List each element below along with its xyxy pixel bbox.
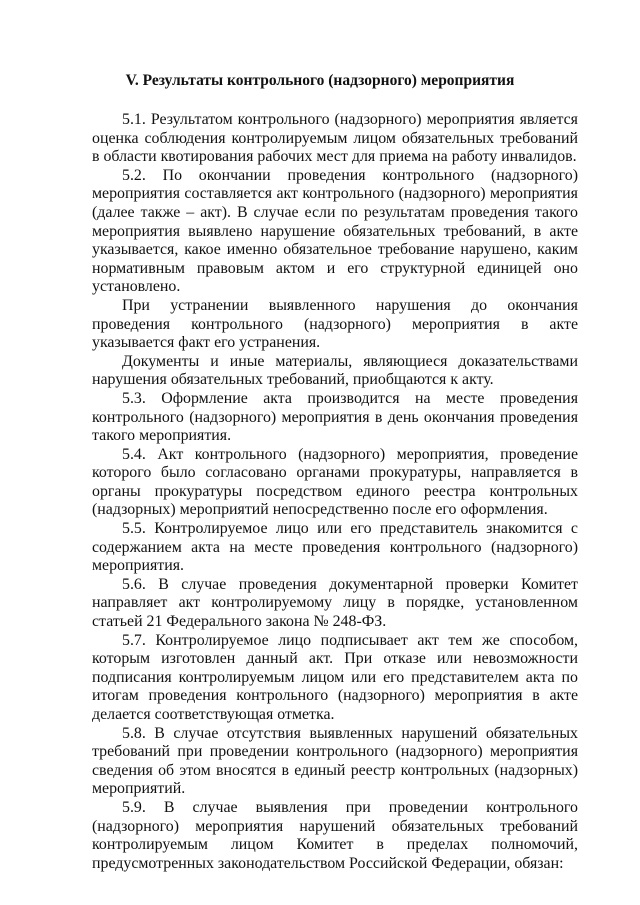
paragraph-5-3: 5.3. Оформление акта производится на месте проведения контрольного (надзорного) мероприятия в день окончания проведения такого мероприятия. bbox=[92, 389, 578, 445]
document-body bbox=[92, 111, 578, 873]
paragraph-5-2: 5.2. По окончании проведения контрольного (надзорного) мероприятия составляется акт контрольного (надзорного) мероприятия (далее также – акт). В случае если по результатам проведения такого мероприятия выявлено нарушение обязательных требований, в акте указывается, какое именно обязательное требование нарушено, каким нормативным правовым актом и его структурной единицей оно установлено. bbox=[92, 166, 578, 296]
paragraph-5-1: 5.1. Результатом контрольного (надзорного) мероприятия является оценка соблюдения контролируемым лицом обязательных требований в области квотирования рабочих мест для приема на работу инвалидов. bbox=[92, 111, 578, 166]
paragraph-violation-elimination: При устранении выявленного нарушения до окончания проведения контрольного (надзорного) мероприятия в акте указывается факт его устранения. bbox=[92, 296, 578, 352]
paragraph-5-7: 5.7. Контролируемое лицо подписывает акт тем же способом, которым изготовлен данный акт. При отказе или невозможности подписания контролируемым лицом или его представителем акта по итогам проведения контрольного (надзорного) мероприятия в акте делается соответствующая отметка. bbox=[92, 631, 578, 723]
paragraph-5-4: 5.4. Акт контрольного (надзорного) мероприятия, проведение которого было согласовано органами прокуратуры, направляется в органы прокуратуры посредством единого реестра контрольных (надзорных) мероприятий непосредственно после его оформления. bbox=[92, 445, 578, 519]
section-heading: V. Результаты контрольного (надзорного) мероприятия bbox=[125, 72, 515, 89]
paragraph-5-8: 5.8. В случае отсутствия выявленных нарушений обязательных требований при проведении контрольного (надзорного) мероприятия сведения об этом вносятся в единый реестр контрольных (надзорных) мероприятий. bbox=[92, 724, 578, 798]
paragraph-5-5: 5.5. Контролируемое лицо или его представитель знакомится с содержанием акта на месте проведения контрольного (надзорного) мероприятия. bbox=[92, 520, 578, 575]
paragraph-evidence-documents: Документы и иные материалы, являющиеся доказательствами нарушения обязательных требований, приобщаются к акту. bbox=[92, 352, 578, 389]
paragraph-5-9: 5.9. В случае выявления при проведении контрольного (надзорного) мероприятия нарушений обязательных требований контролируемым лицом Комитет в пределах полномочий, предусмотренных законодательством Российской Федерации, обязан: bbox=[92, 798, 578, 872]
paragraph-5-6: 5.6. В случае проведения документарной проверки Комитет направляет акт контролируемому лицу в порядке, установленном статьей 21 Федерального закона № 248-ФЗ. bbox=[92, 575, 578, 631]
